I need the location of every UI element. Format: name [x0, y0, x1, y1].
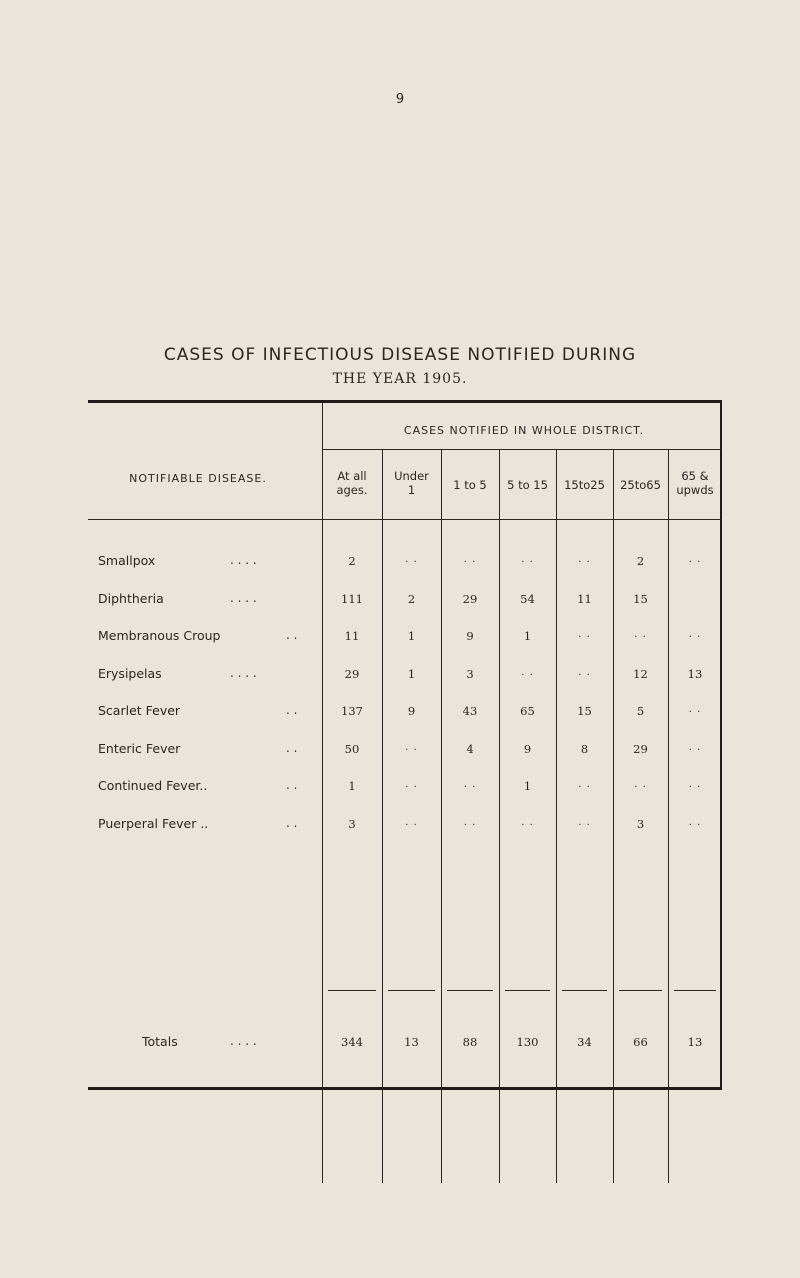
table-cell: 2 — [636, 554, 645, 568]
table-cell: 111 — [341, 591, 363, 606]
row-label: Membranous Croup — [98, 628, 221, 643]
totals-cell: 130 — [516, 1035, 539, 1049]
divider-under-column-headers — [88, 519, 722, 520]
totals-cell: 34 — [577, 1035, 592, 1049]
table-cell: . . — [463, 816, 477, 828]
table-cell: . . — [688, 554, 702, 565]
table-cell: 13 — [687, 666, 703, 681]
leader-dots: . . . . — [230, 1034, 257, 1048]
table-cell: . . — [405, 779, 418, 790]
column-header — [613, 478, 668, 492]
row-label: Enteric Fever — [98, 740, 181, 756]
table-cell: . . — [634, 629, 647, 640]
leader-dots: . . — [286, 703, 298, 717]
table-cell: 9 — [407, 704, 416, 718]
table-cell: 8 — [580, 741, 589, 756]
table-cell: . . — [578, 666, 591, 678]
table-cell: 11 — [344, 629, 360, 643]
totals-cell: 66 — [633, 1035, 648, 1049]
group-header: CASES NOTIFIED IN WHOLE DISTRICT. — [403, 424, 645, 437]
table-cell: 65 — [520, 704, 535, 718]
leader-dots: . . — [286, 815, 298, 830]
table-cell: . . — [521, 666, 534, 678]
table-cell: 4 — [466, 741, 474, 756]
table-cell: . . — [578, 779, 591, 790]
table-cell: . . — [405, 554, 418, 565]
totals-cell: 344 — [341, 1035, 363, 1049]
table-cell: 2 — [407, 591, 416, 606]
leader-dots: . . — [286, 740, 298, 755]
table-cell: . . — [688, 629, 702, 640]
table-cell: 3 — [348, 816, 356, 831]
table-cell: 1 — [407, 629, 416, 643]
table-cell: 29 — [633, 741, 648, 756]
column-header — [556, 478, 613, 492]
table-cell: . . — [688, 816, 702, 828]
table-cell: 50 — [344, 741, 360, 756]
table-cell: 9 — [523, 741, 532, 756]
column-header-line1: 25to65 — [620, 478, 661, 492]
table-cell: 12 — [633, 666, 648, 681]
column-header — [322, 469, 382, 497]
column-header-line1: 15to25 — [564, 478, 605, 492]
total-rule — [388, 990, 435, 991]
total-rule — [447, 990, 493, 991]
column-header — [668, 469, 722, 497]
row-label: Continued Fever.. — [98, 778, 208, 793]
column-header — [441, 478, 499, 492]
table-cell: 3 — [466, 666, 474, 681]
table-cell: 5 — [636, 704, 645, 718]
disease-table — [88, 400, 722, 1090]
row-label: Smallpox — [98, 553, 156, 568]
table-cell: 29 — [462, 591, 478, 606]
table-cell: . . — [634, 779, 647, 790]
row-label: Erysipelas — [98, 665, 162, 681]
table-cell: 9 — [466, 629, 474, 643]
column-header-line2: 1 — [407, 483, 416, 497]
column-header-line2: upwds — [676, 483, 714, 497]
table-cell: . . — [688, 741, 702, 753]
column-header-line2: ages. — [336, 483, 368, 497]
column-header-line1: Under — [394, 469, 429, 483]
divider-disease-column — [322, 403, 323, 1183]
total-rule — [562, 990, 607, 991]
table-cell: 137 — [341, 704, 363, 718]
table-cell: 43 — [462, 704, 478, 718]
table-cell: 1 — [407, 666, 416, 681]
column-header — [499, 478, 556, 492]
column-header-line1: At all — [337, 469, 367, 483]
table-cell: 15 — [577, 704, 592, 718]
table-cell: 3 — [636, 816, 645, 831]
table-cell: 1 — [348, 779, 356, 793]
table-cell: 15 — [633, 591, 648, 606]
table-cell: . . — [688, 779, 702, 790]
total-rule — [505, 990, 550, 991]
totals-label: Totals — [142, 1034, 178, 1049]
totals-cell: 13 — [404, 1035, 419, 1049]
column-header — [382, 469, 441, 497]
total-rule — [619, 990, 662, 991]
table-cell: . . — [521, 816, 534, 828]
row-label: Puerperal Fever .. — [98, 815, 209, 831]
table-cell: . . — [463, 554, 477, 565]
table-cell: . . — [688, 704, 702, 715]
leader-dots: . . — [286, 778, 298, 792]
title-line-2: THE YEAR 1905. — [332, 371, 468, 387]
leader-dots: . . . . — [230, 590, 257, 605]
table-cell: . . — [578, 816, 591, 828]
table-cell: 29 — [344, 666, 360, 681]
table-cell: . . — [521, 554, 534, 565]
leader-dots: . . . . — [230, 665, 257, 680]
leader-dots: . . — [286, 628, 298, 642]
totals-cell: 88 — [462, 1035, 478, 1049]
row-label: Diphtheria — [98, 590, 164, 606]
table-cell: . . — [405, 816, 418, 828]
disease-column-header: NOTIFIABLE DISEASE. — [129, 472, 267, 485]
table-cell: . . — [463, 779, 477, 790]
total-rule — [328, 990, 376, 991]
title-line-1: CASES OF INFECTIOUS DISEASE NOTIFIED DURING — [163, 345, 637, 365]
table-cell: 54 — [520, 591, 535, 606]
page-title — [60, 343, 740, 391]
leader-dots: . . . . — [230, 553, 257, 567]
page-number: 9 — [395, 92, 405, 107]
table-cell: 1 — [523, 779, 532, 793]
total-rule — [674, 990, 716, 991]
column-header-line1: 5 to 15 — [507, 478, 548, 492]
table-cell: 1 — [523, 629, 532, 643]
column-header-line1: 1 to 5 — [453, 478, 487, 492]
row-label: Scarlet Fever — [98, 703, 181, 718]
totals-cell: 13 — [687, 1035, 703, 1049]
table-cell: . . — [578, 629, 591, 640]
table-cell: 11 — [577, 591, 592, 606]
table-cell: 2 — [348, 554, 356, 568]
table-cell: . . — [578, 554, 591, 565]
table-cell: . . — [405, 741, 418, 753]
column-header-line1: 65 & — [681, 469, 709, 483]
